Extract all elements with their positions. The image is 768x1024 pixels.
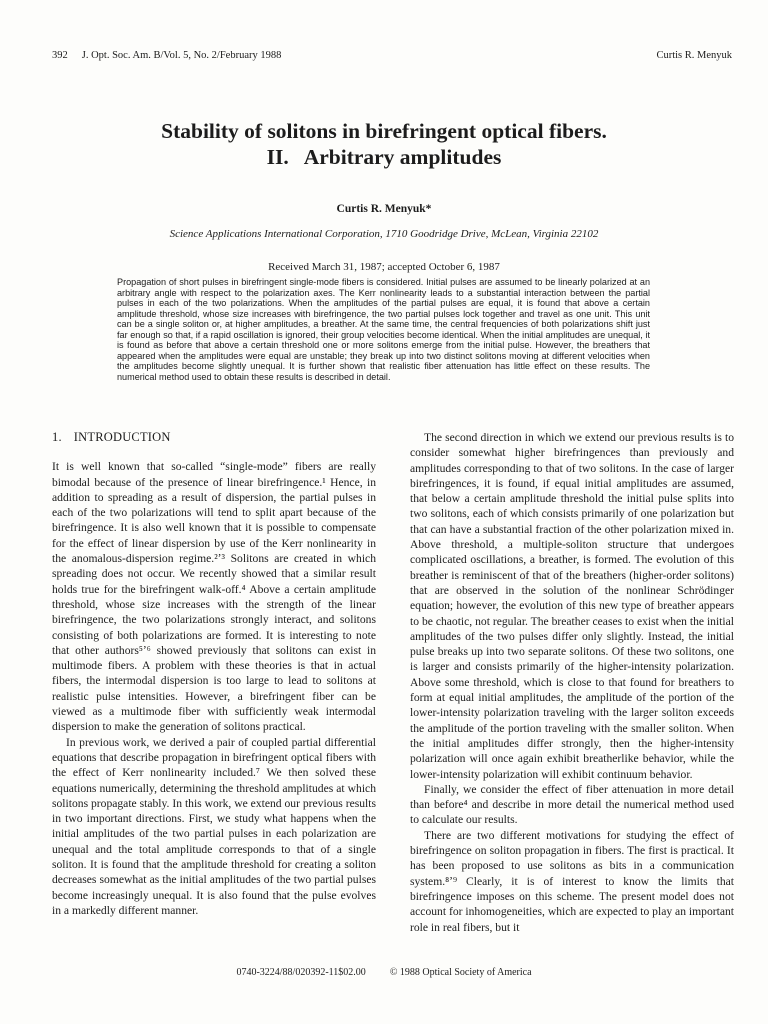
running-head (52, 50, 732, 61)
author-name: Curtis R. Menyuk* (336, 203, 432, 215)
page-footer (0, 967, 768, 978)
article-code: 0740-3224/88/020392-11$02.00 (236, 967, 366, 978)
paragraph: Finally, we consider the effect of fiber attenuation in more detail than before⁴ and describe in more detail the numerical method used to calculate our results. (410, 782, 734, 827)
section-heading (52, 430, 376, 445)
title-line-1: Stability of solitons in birefringent optical fibers. (161, 119, 607, 143)
running-author: Curtis R. Menyuk (656, 50, 732, 61)
journal-citation: J. Opt. Soc. Am. B/Vol. 5, No. 2/February 1988 (81, 50, 282, 61)
running-head-left (52, 50, 295, 61)
paragraph: It is well known that so-called “single-mode” fibers are really bimodal because of the presence of linear birefringence.¹ Hence, in addition to spreading as a result of dispersion, the partial pulses in each of the two polarizations will tend to split apart because of the birefringence. It is also well known that it is possible to compensate for the effect of linear dispersion by use of the Kerr nonlinearity in the anomalous-dispersion regime.²ʼ³ Solitons are created in which spreading does not occur. We recently showed that a similar result holds true for the birefringent walk-off.⁴ Above a certain amplitude threshold, whose size increases with the strength of the linear birefringence, the two polarizations strongly interact, and solitons consisting of both polarizations are formed. It is interesting to note that other authors⁵ʼ⁶ showed previously that solitons can exist in multimode fibers. A problem with these theories is that in actual fibers, the intermodal dispersion is too large to lead to solitons at realistic pulse intensities. However, a birefringent fiber can be viewed as a multimode fiber with sufficiently weak intermodal dispersion to make the generation of solitons practical. (52, 460, 376, 734)
paragraph: The second direction in which we extend our previous results is to consider somewhat higher birefringences than previously and amplitudes corresponding to that of two solitons. In the case of larger birefringences, it is found, if equal initial amplitudes are assumed, that below a certain amplitude threshold the initial pulse splits into two solitons, each of which consists primarily of one polarization but that can have a substantial fraction of the other polarization mixed in. Above threshold, a multiple-soliton structure that undergoes complicated oscillations, a breather, is formed. The evolution of this breather is reminiscent of that of the breathers (higher-order solitons) that are observed in the solution of the nonlinear Schrödinger equation; however, the evolution of this new type of breather appears to be chaotic, not regular. The breather ceases to exist when the initial amplitudes of the two pulses differ only slightly. Instead, the initial pulse breaks up into two separate solitons. Of these two solitons, one is larger and consists primarily of the higher-intensity polarization. Above some threshold, which is close to that found for breathers to form at equal initial amplitudes, the amplitude of the portion of the lower-intensity polarization traveling with the larger soliton exceeds the amplitude of the portion traveling with the smaller soliton. When the initial amplitudes differ strongly, then the higher-intensity polarization will once again exhibit breatherlike behavior, while the lower-intensity polarization will exhibit continuum behavior. (410, 431, 734, 781)
copyright: © 1988 Optical Society of America (389, 967, 532, 978)
title-line-2: II. Arbitrary amplitudes (266, 145, 502, 169)
received-dates: Received March 31, 1987; accepted October 6, 1987 (268, 261, 500, 273)
left-column (52, 430, 376, 918)
page-number: 392 (52, 50, 68, 61)
section-title: INTRODUCTION (73, 430, 171, 444)
author-affiliation: Science Applications International Corporation, 1710 Goodridge Drive, McLean, Virginia 22102 (169, 228, 599, 240)
abstract: Propagation of short pulses in birefringent single-mode fibers is considered. Initial pulses are assumed to be linearly polarized at an arbitrary angle with respect to the polarization axes. The Kerr nonlinearity leads to a substantial interaction between the partial pulses in each of the two polarizations. When the amplitudes of the partial pulses are equal, it is found that above a certain amplitude threshold, whose size increases with birefringence, the two partial pulses lock together and travel as one unit. This unit can be a single soliton or, at higher amplitudes, a breather. At the same time, the central frequencies of both polarizations shift just far enough so that, if a rapid oscillation is ignored, their group velocities become identical. When the initial amplitudes are unequal, it is found as before that above a certain threshold one or more solitons emerge from the initial pulse. However, the breathers that appeared when the amplitudes were equal are unstable; they break up into two distinct solitons moving at different velocities when the amplitudes become slightly unequal. It is further shown that realistic fiber attenuation has little effect on these results. The numerical method used to obtain these results is described in detail. (117, 277, 650, 382)
section-number: 1. (52, 430, 62, 444)
paragraph: There are two different motivations for studying the effect of birefringence on soliton propagation in fibers. The first is practical. It has been proposed to use solitons as bits in a communication system.⁸ʼ⁹ Clearly, it is of interest to know the limits that birefringence imposes on this scheme. The present model does not account for inhomogeneities, which are expected to play an important role in real fibers, but it (410, 828, 734, 934)
paragraph: In previous work, we derived a pair of coupled partial differential equations that describe propagation in birefringent optical fibers with the effect of Kerr nonlinearity included.⁷ We then solved these equations numerically, determining the threshold amplitudes at which solitons propagate stably. In this work, we extend our previous results in two important directions. First, we study what happens when the initial amplitudes of the two partial pulses in each polarization are unequal and the total amplitude corresponds to that of a single soliton. It is found that the amplitude threshold for creating a soliton decreases somewhat as the initial amplitudes of the two partial pulses become increasingly unequal. It is also found that the pulse evolves in a markedly different manner. (52, 735, 376, 917)
right-column (410, 430, 734, 935)
paper-title (0, 118, 768, 170)
